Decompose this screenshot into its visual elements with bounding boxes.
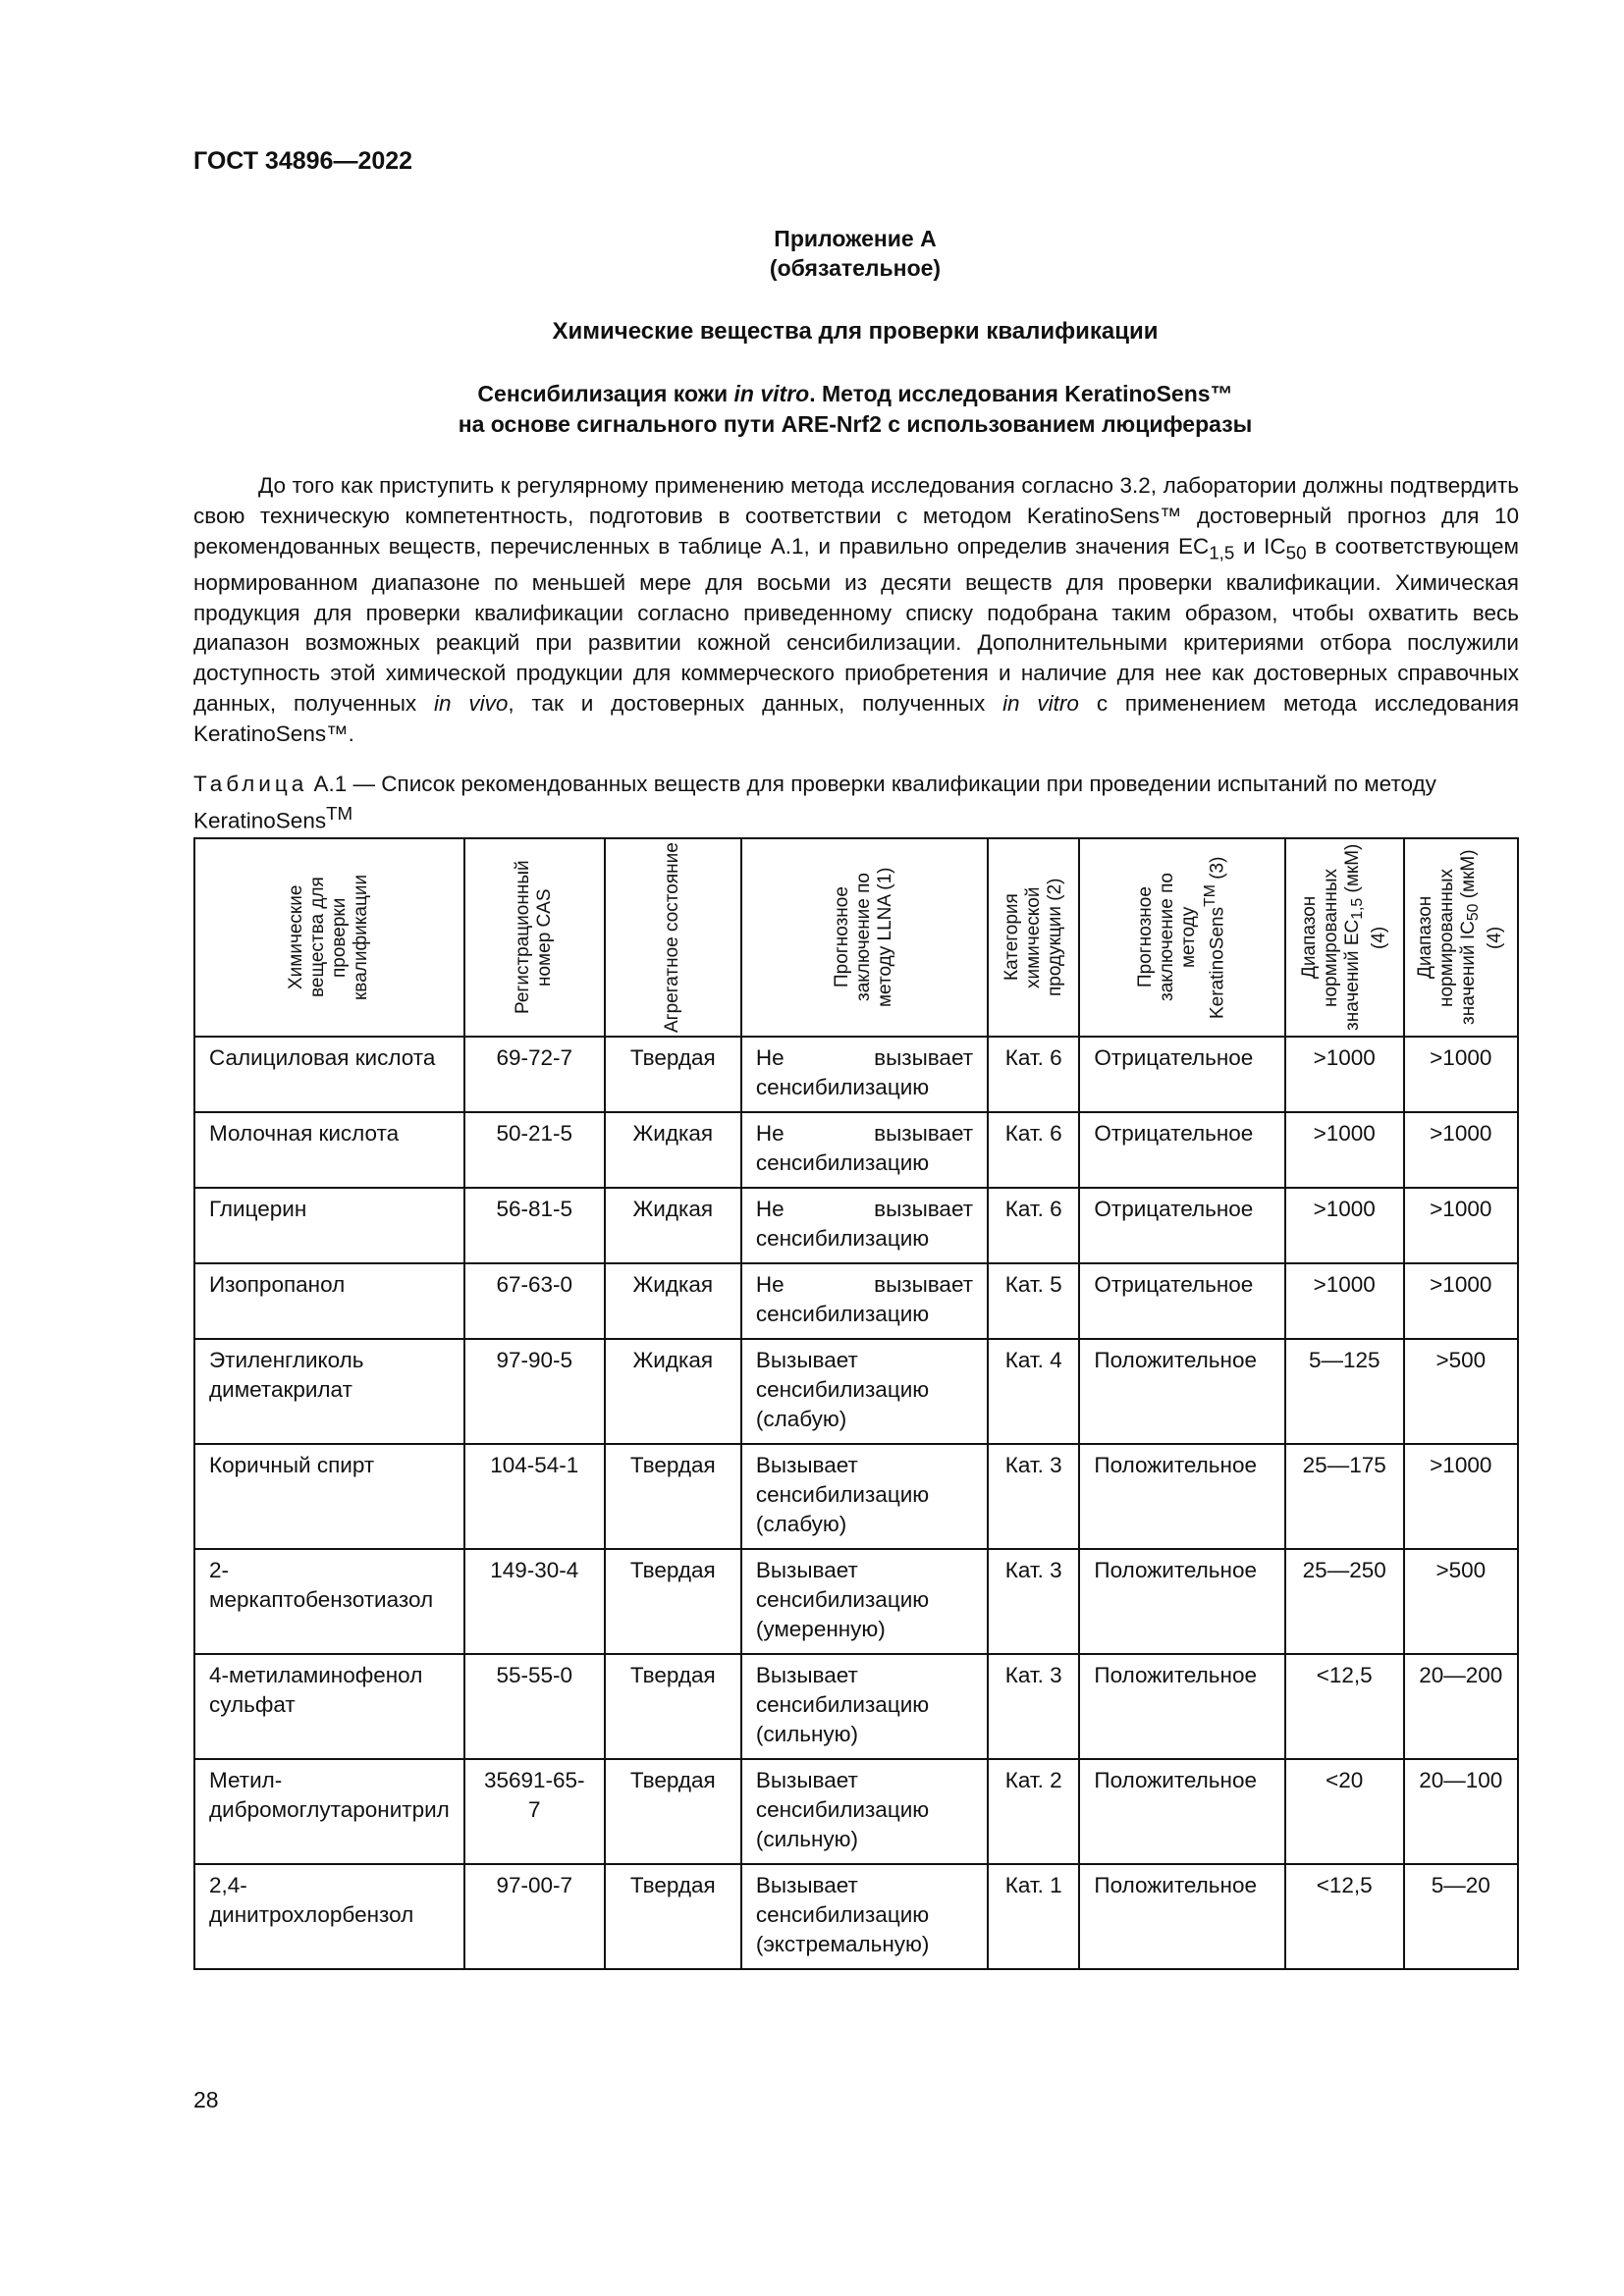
cell-category: Кат. 4 (988, 1339, 1079, 1444)
cell-ic: >1000 (1404, 1112, 1518, 1188)
cell-ec: >1000 (1285, 1112, 1404, 1188)
cell-ec: >1000 (1285, 1037, 1404, 1112)
page-title: Химические вещества для проверки квалификации (552, 318, 1159, 345)
caption-sup: TM (326, 803, 353, 824)
header-keratinosens (1079, 838, 1284, 1037)
appendix-status: (обязательное) (769, 255, 942, 281)
cell-state: Твердая (605, 1037, 741, 1112)
cell-name: Метил-дибромоглутаронитрил (194, 1759, 464, 1864)
cell-category: Кат. 6 (988, 1037, 1079, 1112)
cell-category: Кат. 3 (988, 1549, 1079, 1654)
cell-name: Молочная кислота (194, 1112, 464, 1188)
cell-cas: 97-00-7 (464, 1864, 605, 1969)
para-italic-1: in vivo (433, 691, 509, 717)
table-row (194, 1037, 1518, 1112)
table-header-row (194, 838, 1518, 1037)
cell-llna: Вызывает сенсибилизацию (экстремальную) (741, 1864, 988, 1969)
cell-cas: 55-55-0 (464, 1654, 605, 1759)
cell-cas: 35691-65-7 (464, 1759, 605, 1864)
cell-category: Кат. 2 (988, 1759, 1079, 1864)
para-sub-2: 50 (1285, 542, 1307, 563)
cell-llna: Вызывает сенсибилизацию (сильную) (741, 1654, 988, 1759)
cell-category: Кат. 5 (988, 1263, 1079, 1339)
cell-category: Кат. 3 (988, 1654, 1079, 1759)
cell-llna: Вызывает сенсибилизацию (сильную) (741, 1759, 988, 1864)
header-chemical (194, 838, 464, 1037)
cell-llna: Вызывает сенсибилизацию (слабую) (741, 1339, 988, 1444)
cell-keratinosens: Положительное (1079, 1759, 1284, 1864)
cell-keratinosens: Отрицательное (1079, 1112, 1284, 1188)
cell-keratinosens: Отрицательное (1079, 1037, 1284, 1112)
cell-ec: >1000 (1285, 1263, 1404, 1339)
table-row (194, 1864, 1518, 1969)
page-number: 28 (193, 2087, 219, 2112)
cell-state: Твердая (605, 1444, 741, 1549)
cell-state: Жидкая (605, 1263, 741, 1339)
cell-ec: 25—175 (1285, 1444, 1404, 1549)
header-ec-range (1285, 838, 1404, 1037)
cell-state: Твердая (605, 1549, 741, 1654)
cell-ec: <20 (1285, 1759, 1404, 1864)
cell-name: 2-меркаптобензотиазол (194, 1549, 464, 1654)
cell-keratinosens: Положительное (1079, 1549, 1284, 1654)
table-row (194, 1549, 1518, 1654)
table-row (194, 1263, 1518, 1339)
header-ic-range (1404, 838, 1518, 1037)
header-ic-sub: 50 (1465, 903, 1483, 922)
caption-label: Таблица (193, 772, 308, 796)
table-row (194, 1759, 1518, 1864)
cell-keratinosens: Положительное (1079, 1339, 1284, 1444)
cell-state: Твердая (605, 1864, 741, 1969)
para-text-4: , так и достоверных данных, полученных (508, 691, 1003, 717)
header-ec-text (1299, 841, 1390, 1034)
table-row (194, 1188, 1518, 1263)
cell-ic: >1000 (1404, 1037, 1518, 1112)
cell-llna: Не вызывает сенсибилизацию (741, 1112, 988, 1188)
cell-category: Кат. 1 (988, 1864, 1079, 1969)
header-state-text: Агрегатное состояние (662, 842, 683, 1033)
standard-code: ГОСТ 34896—2022 (193, 147, 413, 175)
header-ec-sub: 1,5 (1348, 897, 1366, 920)
qualification-table (193, 837, 1519, 1970)
table-row (194, 1112, 1518, 1188)
cell-name: 4-метиламинофенол сульфат (194, 1654, 464, 1759)
cell-cas: 69-72-7 (464, 1037, 605, 1112)
header-llna (741, 838, 988, 1037)
cell-name: Изопропанол (194, 1263, 464, 1339)
cell-llna: Вызывает сенсибилизацию (умеренную) (741, 1549, 988, 1654)
header-category (988, 838, 1079, 1037)
cell-category: Кат. 6 (988, 1112, 1079, 1188)
cell-ec: 5—125 (1285, 1339, 1404, 1444)
cell-keratinosens: Положительное (1079, 1444, 1284, 1549)
header-cas-text: Регистрационный номер CAS (513, 860, 556, 1015)
subtitle (193, 379, 1517, 440)
para-text-1: До того как приступить к регулярному применению метода исследования согласно 3.2, лаборатории должны подтвердить свою техническую компетентность, подготовив в соответствии с методом KeratinoSens™ достоверный прогноз для 10 рекомендованных веществ, перечисленных в таблице А.1, и правильно определив значения EC (193, 473, 1519, 559)
cell-cas: 104-54-1 (464, 1444, 605, 1549)
cell-category: Кат. 3 (988, 1444, 1079, 1549)
table-row (194, 1444, 1518, 1549)
cell-name: Глицерин (194, 1188, 464, 1263)
header-state (605, 838, 741, 1037)
cell-ic: 20—200 (1404, 1654, 1518, 1759)
cell-cas: 67-63-0 (464, 1263, 605, 1339)
cell-state: Твердая (605, 1759, 741, 1864)
cell-keratinosens: Отрицательное (1079, 1263, 1284, 1339)
cell-cas: 50-21-5 (464, 1112, 605, 1188)
cell-state: Твердая (605, 1654, 741, 1759)
cell-ec: 25—250 (1285, 1549, 1404, 1654)
cell-ic: >1000 (1404, 1263, 1518, 1339)
cell-keratinosens: Положительное (1079, 1654, 1284, 1759)
cell-cas: 56-81-5 (464, 1188, 605, 1263)
header-llna-text: Прогнозное заключение по методу LLNA (1) (832, 867, 896, 1008)
cell-cas: 149-30-4 (464, 1549, 605, 1654)
cell-ic: >1000 (1404, 1444, 1518, 1549)
cell-ec: <12,5 (1285, 1864, 1404, 1969)
subtitle-text-b: . Метод исследования KeratinoSens™ (809, 381, 1233, 406)
cell-ic: >500 (1404, 1339, 1518, 1444)
para-italic-2: in vitro (1002, 691, 1079, 717)
header-ic-a: Диапазон нормированных значений IC (1415, 868, 1480, 1026)
table-row (194, 1654, 1518, 1759)
header-ic-b: (мкМ) (4) (1458, 849, 1506, 949)
cell-ec: >1000 (1285, 1188, 1404, 1263)
cell-keratinosens: Положительное (1079, 1864, 1284, 1969)
cell-state: Жидкая (605, 1339, 741, 1444)
header-chemical-text: Химические вещества для проверки квалификации (286, 874, 372, 1001)
cell-llna: Не вызывает сенсибилизацию (741, 1188, 988, 1263)
intro-paragraph (193, 471, 1519, 750)
cell-state: Жидкая (605, 1188, 741, 1263)
para-text-3: в соответствующем нормированном диапазоне по меньшей мере для восьми из десяти веществ для проверки квалификации. Химическая продукция для проверки квалификации согласно приведенному списку подобрана таким образом, чтобы охватить весь диапазон возможных реакций при развитии кожной сенсибилизации. Дополнительными критериями отбора послужили доступность этой химической продукции для коммерческого приобретения и наличие для нее как достоверных справочных данных, полученных (193, 533, 1519, 717)
subtitle-line-2: на основе сигнального пути ARE-Nrf2 с использованием люциферазы (458, 411, 1253, 437)
cell-name: Этиленгликоль диметакрилат (194, 1339, 464, 1444)
subtitle-line-1 (193, 379, 1517, 409)
cell-ic: >500 (1404, 1549, 1518, 1654)
cell-ec: <12,5 (1285, 1654, 1404, 1759)
cell-llna: Не вызывает сенсибилизацию (741, 1037, 988, 1112)
cell-category: Кат. 6 (988, 1188, 1079, 1263)
cell-ic: 20—100 (1404, 1759, 1518, 1864)
cell-keratinosens: Отрицательное (1079, 1188, 1284, 1263)
header-category-text: Категория химической продукции (2) (1001, 878, 1065, 997)
cell-name: Коричный спирт (194, 1444, 464, 1549)
header-ec-b: (мкМ) (4) (1341, 843, 1389, 949)
table-caption (193, 770, 1519, 836)
para-sub-1: 1,5 (1209, 542, 1235, 563)
cell-cas: 97-90-5 (464, 1339, 605, 1444)
cell-state: Жидкая (605, 1112, 741, 1188)
para-text-2: и IC (1234, 533, 1286, 559)
header-ic-text (1415, 841, 1506, 1034)
header-ks-b: (3) (1207, 856, 1228, 884)
header-ec-a: Диапазон нормированных значений EC (1298, 868, 1363, 1032)
table-row (194, 1339, 1518, 1444)
caption-text: А.1 — Список рекомендованных веществ для проверки квалификации при проведении испытаний по методу KeratinoSens (193, 772, 1436, 833)
header-ks-a: Прогнозное заключение по методу KeratinoSens (1135, 873, 1228, 1019)
subtitle-text-a: Сенсибилизация кожи (477, 381, 734, 406)
appendix-heading (193, 224, 1517, 283)
header-ks-sup: TM (1202, 883, 1219, 907)
subtitle-italic: in vitro (733, 381, 810, 406)
para-text-5: с применением метода исследования KeratinoSens™. (193, 691, 1520, 746)
cell-llna: Не вызывает сенсибилизацию (741, 1263, 988, 1339)
cell-name: Салициловая кислота (194, 1037, 464, 1112)
cell-ic: 5—20 (1404, 1864, 1518, 1969)
appendix-label: Приложение А (774, 226, 937, 251)
cell-llna: Вызывает сенсибилизацию (слабую) (741, 1444, 988, 1549)
cell-ic: >1000 (1404, 1188, 1518, 1263)
header-keratinosens-text (1135, 841, 1228, 1034)
cell-name: 2,4-динитрохлорбензол (194, 1864, 464, 1969)
header-cas (464, 838, 605, 1037)
